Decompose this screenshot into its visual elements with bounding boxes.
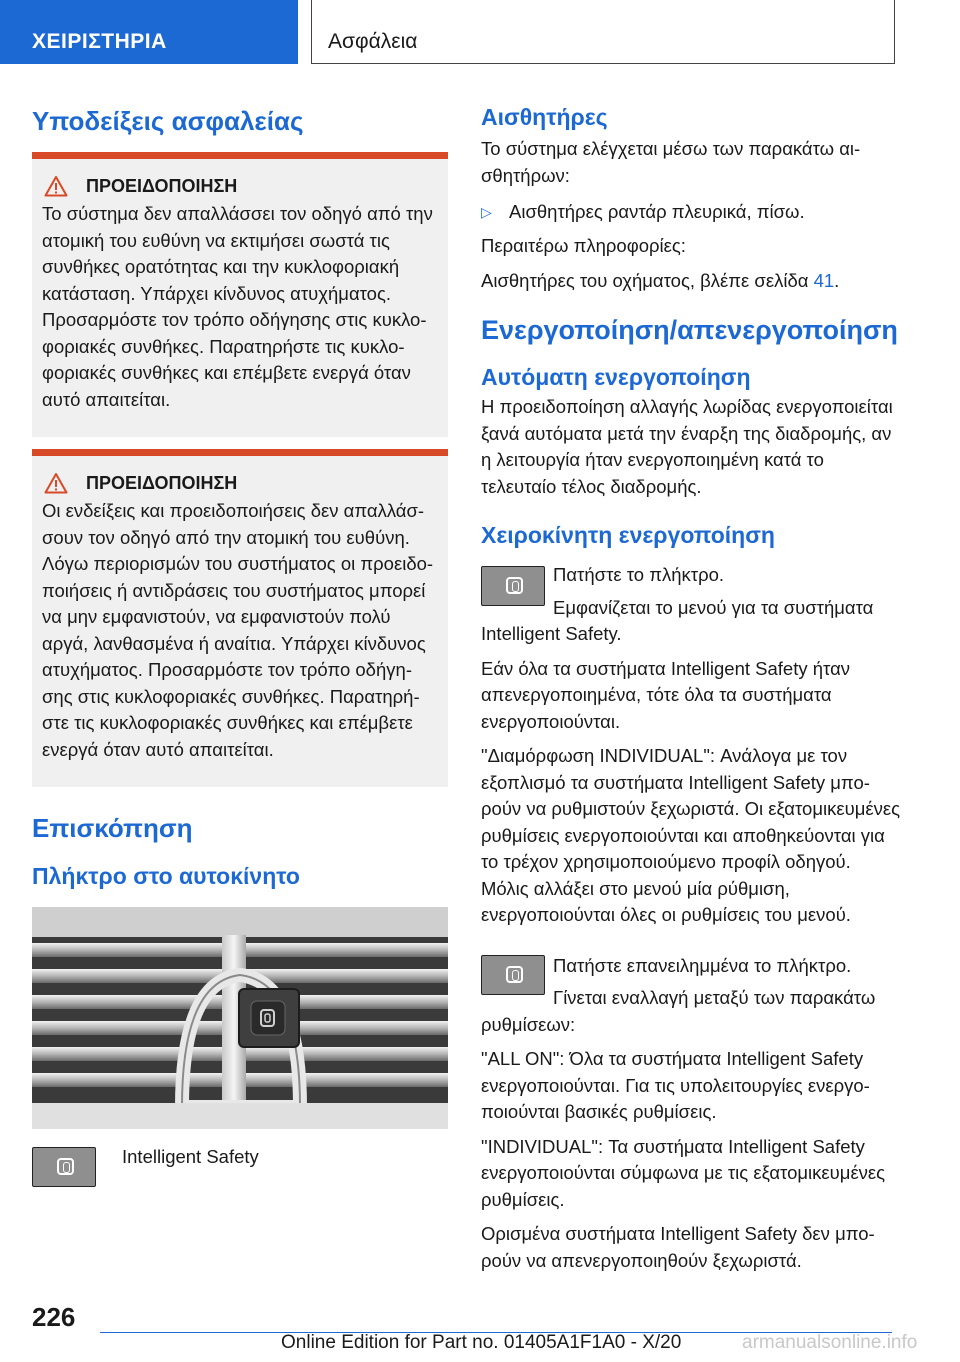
watermark: armanualsonline.info xyxy=(742,1332,918,1353)
page-footer xyxy=(0,1290,960,1362)
page-number: 226 xyxy=(32,1302,76,1332)
warning-box-2 xyxy=(32,449,448,787)
edition-text: Online Edition for Part no. 01405A1F1A0 - X/20 xyxy=(281,1332,682,1353)
chapter-tab[interactable]: Ασφάλεια xyxy=(311,0,895,64)
auto-activation-text: Η προειδοποίηση αλλαγής λωρίδας ενεργοποιείται ξανά αυτόματα μετά την έναρξη της διαδρομής, αν η λειτουργία ήταν ενεργοποιημένη κατά το τελευταίο τέλος διαδρομής. xyxy=(481,396,893,497)
safety-notes-heading: Υποδείξεις ασφαλείας xyxy=(32,106,304,136)
intelligent-safety-button-row xyxy=(32,1147,448,1187)
intelligent-safety-button-icon[interactable] xyxy=(481,566,545,606)
grille-button-photo xyxy=(32,907,448,1129)
warning-header xyxy=(38,472,436,494)
list-item xyxy=(481,199,901,225)
press-repeatedly-block xyxy=(481,953,901,1039)
manual-activation-heading: Χειροκίνητη ενεργοποίηση xyxy=(481,522,775,548)
warning-label: ΠΡΟΕΙΔΟΠΟΙΗΣΗ xyxy=(86,472,238,493)
individual-text: "INDIVIDUAL": Τα συστήματα Intelligent Safety ενεργοποιούνται σύμφωνα με τις εξατομικευμένες ρυθμίσεις. xyxy=(481,1135,886,1210)
sensors-heading: Αισθητήρες xyxy=(481,104,608,130)
all-deactivated-text: Εάν όλα τα συστήματα Intelligent Safety ήταν απενεργοποιημένα, τότε όλα τα συστήματα ενεργοποιούνται. xyxy=(481,657,851,732)
switching-text: Γίνεται εναλλαγή μεταξύ των παρακάτω ρυθμίσεων: xyxy=(481,987,876,1035)
activation-heading: Ενεργοποίηση/απενεργοποίηση xyxy=(481,315,898,345)
some-systems-text: Ορισμένα συστήματα Intelligent Safety δεν μπορούν να απενεργοποιηθούν ξεχωριστά. xyxy=(481,1223,875,1271)
warning-label: ΠΡΟΕΙΔΟΠΟΙΗΣΗ xyxy=(86,175,238,196)
warning-text: Το σύστημα δεν απαλλάσσει τον οδηγό από την ατομική του ευθύνη να εκτιμήσει σωστά τις συνθήκες ορατότητας και την κυκλοφοριακή κατάσταση. Υπάρχει κίνδυνος ατυχήματος. Προσαρμόστε τον τρόπο οδήγησης στις κυκλοφοριακές συνθήκες. Παρατηρήστε τις κυκλοφοριακές συνθήκες και επέμβετε ενεργά όταν αυτό απαιτείται. xyxy=(42,203,433,410)
press-button-block xyxy=(481,562,901,648)
page-header xyxy=(0,0,960,66)
warning-box-1 xyxy=(32,152,448,437)
all-on-text: "ALL ON": Όλα τα συστήματα Intelligent Safety ενεργοποιούνται. Για τις υπολειτουργίες ενεργοποιούνται βασικές ρυθμίσεις. xyxy=(481,1048,870,1122)
intelligent-safety-button-icon[interactable] xyxy=(32,1147,96,1187)
overview-heading: Επισκόπηση xyxy=(32,813,193,843)
ref-suffix: . xyxy=(834,269,840,291)
ref-text: Αισθητήρες του οχήματος, βλέπε σελίδα xyxy=(481,269,814,291)
page-link[interactable]: 41 xyxy=(813,269,835,291)
bullet-text: Αισθητήρες ραντάρ πλευρικά, πίσω. xyxy=(509,201,805,222)
individual-config-text: "Διαμόρφωση INDIVIDUAL": Ανάλογα με τον εξοπλισμό τα συστήματα Intelligent Safety μπορούν να ρυθμιστούν ξεχωριστά. Οι εξατομικευμένες ρυθμίσεις ενεργοποιούνται και αποθηκεύονται για το τρέχον χρησιμοποιούμενο προφίλ οδηγού. Μόλις αλλάξει στο μενού μία ρύθμιση, ενεργοποιούνται όλες οι ρυθμίσεις του μενού. xyxy=(481,745,901,925)
press-repeatedly-text: Πατήστε επανειλημμένα το πλήκτρο. xyxy=(553,954,852,976)
grille-illustration xyxy=(32,907,448,1129)
warning-header xyxy=(38,175,436,197)
triangle-bullet-icon: ▷ xyxy=(481,204,492,220)
warning-triangle-icon xyxy=(44,472,68,494)
press-button-text: Πατήστε το πλήκτρο. xyxy=(553,564,725,585)
intelligent-safety-button-icon[interactable] xyxy=(481,955,545,995)
auto-activation-heading: Αυτόματη ενεργοποίηση xyxy=(481,364,751,390)
warning-text: Οι ενδείξεις και προειδοποιήσεις δεν απαλλάσσουν τον οδηγό από την ατομική του ευθύνη. Λόγω περιορισμών του συστήματος οι προειδοποιήσεις ή αντιδράσεις του συστήματος μπορεί να μην εμφανιστούν, να εμφανιστούν πολύ αργά, λανθασμένα ή αναίτια. Υπάρχει κίνδυνος ατυχήματος. Προσαρμόστε τον τρόπο οδήγησης στις κυκλοφοριακές συνθήκες. Παρατηρήστε τις κυκλοφοριακές συνθήκες και επέμβετε ενεργά όταν αυτό απαιτείται. xyxy=(42,500,434,760)
button-in-car-heading: Πλήκτρο στο αυτοκίνητο xyxy=(32,863,300,889)
menu-shows-text: Εμφανίζεται το μενού για τα συστήματα Intelligent Safety. xyxy=(481,596,874,644)
right-column xyxy=(481,100,901,1274)
vehicle-sensors-ref xyxy=(481,268,901,295)
sensors-text: Το σύστημα ελέγχεται μέσω των παρακάτω αισθητήρων: xyxy=(481,138,861,186)
warning-triangle-icon xyxy=(44,175,68,197)
button-label: Intelligent Safety xyxy=(122,1146,259,1167)
left-column xyxy=(32,100,448,1187)
section-tab[interactable]: ΧΕΙΡΙΣΤΗΡΙΑ xyxy=(0,0,298,64)
more-info-text: Περαιτέρω πληροφορίες: xyxy=(481,235,686,256)
